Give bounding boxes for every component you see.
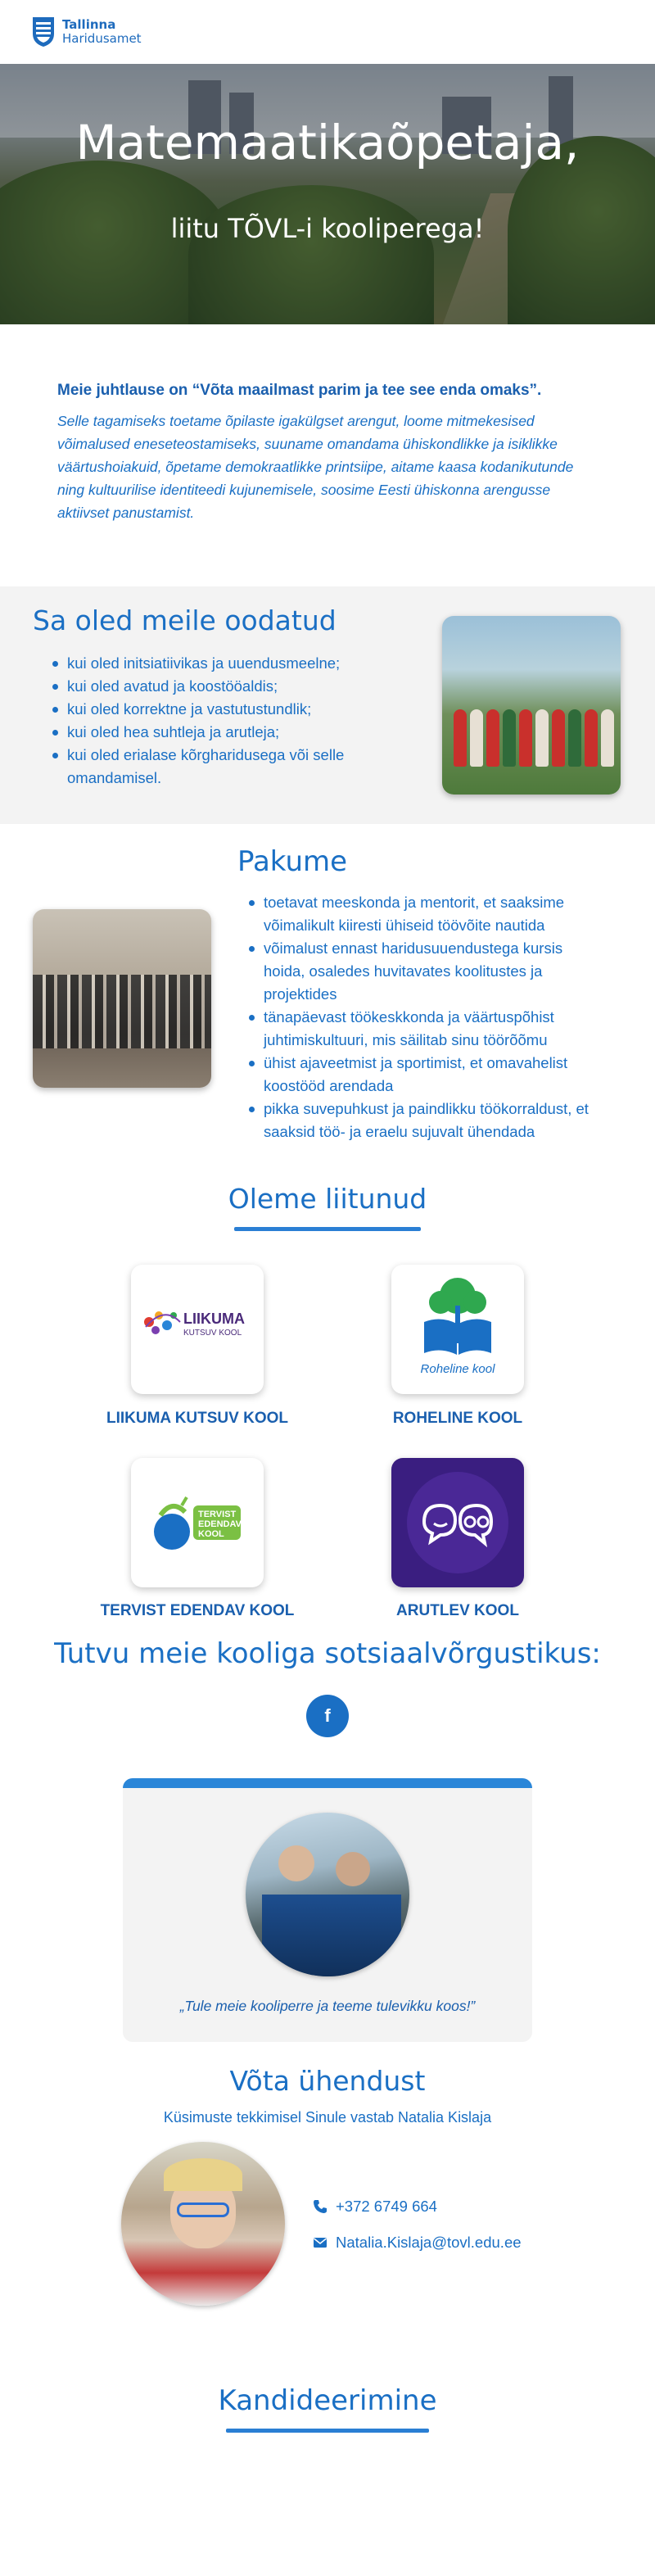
site-header [0, 0, 655, 64]
list-item: ühist ajaveetmist ja sportimist, et omavahelist koostööd arendada [247, 1052, 599, 1098]
liikuma-logo-icon [131, 1265, 264, 1394]
liikuma-label[interactable]: LIIKUMA KUTSUV KOOL [106, 1410, 288, 1427]
contact-phone[interactable] [313, 2198, 437, 2216]
quote-photo [246, 1813, 409, 1976]
logo-text [62, 18, 142, 46]
list-item: kui oled korrektne ja vastutustundlik; [51, 698, 411, 721]
tervist-logo-icon [131, 1458, 264, 1587]
quote-text: „Tule meie kooliperre ja teeme tulevikku koos!” [179, 1998, 476, 2014]
list-item: tänapäevast töökeskkonda ja väärtuspõhist juhtimiskultuuri, mis säilitab sinu töörõõmu [247, 1006, 599, 1052]
photo-figure [552, 709, 565, 767]
photo-face [278, 1845, 314, 1881]
hero-subtitle: liitu TÕVL-i kooliperega! [170, 213, 485, 244]
team-photo [33, 909, 211, 1088]
list-item: kui oled erialase kõrgharidusega või selle omandamisel. [51, 744, 411, 790]
photo-figure [535, 709, 549, 767]
photo-glasses [177, 2203, 229, 2217]
social-title: Tutvu meie kooliga sotsiaalvõrgustikus: [54, 1637, 601, 1670]
offer-title: Pakume [237, 845, 348, 878]
contact-person-photo [121, 2142, 285, 2306]
list-item: kui oled hea suhtleja ja arutleja; [51, 721, 411, 744]
contact-section [0, 2065, 655, 2384]
roheline-label[interactable]: ROHELINE KOOL [392, 1410, 523, 1427]
email-icon [313, 2235, 328, 2250]
photo-figure [503, 709, 516, 767]
photo-figure [601, 709, 614, 767]
apply-title: Kandideerimine [218, 2384, 437, 2417]
quote-section [0, 1778, 655, 2065]
joined-section [0, 1176, 655, 1631]
motto-text: Selle tagamiseks toetame õpilaste igakülgset arengut, loome mitmekesised võimalused eneseteostamiseks, suuname omandama ühiskondlikke ja isiklikke väärtushoiakuid, õpetame demokraatlikke printsiipe, aitame kaasa kodanikutunde ning kultuurilise identiteedi kujunemisele, soosime Eesti ühiskonna arengusse aktiivset panustamist. [57, 413, 574, 521]
motto-title: Meie juhtlause on “Võta maailmast parim ja tee see enda omaks”. [57, 382, 542, 399]
phone-icon [313, 2199, 328, 2214]
logo[interactable] [31, 16, 142, 48]
photo-figure [585, 709, 598, 767]
photo-figures [33, 975, 211, 1048]
title-underline [226, 2429, 429, 2433]
welcome-title: Sa oled meile oodatud [33, 604, 337, 636]
list-item: kui oled avatud ja koostööaldis; [51, 675, 411, 698]
photo-figure [470, 709, 483, 767]
arutlev-logo-icon [391, 1458, 524, 1587]
offer-section [0, 824, 655, 1176]
email-address[interactable]: Natalia.Kislaja@tovl.edu.ee [336, 2234, 522, 2251]
facebook-icon[interactable]: f [306, 1695, 349, 1737]
joined-title: Oleme liitunud [228, 1183, 427, 1215]
tervist-logo-text-2: EDENDAV [198, 1519, 242, 1529]
liikuma-badge[interactable] [131, 1265, 264, 1394]
list-item: võimalust ennast haridusuuendustega kursis hoida, osaledes huvitavates koolitustes ja projektides [247, 937, 599, 1006]
list-item: toetavat meeskonda ja mentorit, et saaksime võimalikult kiiresti ühiseid töövõite nautida [247, 891, 599, 937]
logo-line-2: Haridusamet [62, 31, 142, 46]
tervist-badge[interactable] [131, 1458, 264, 1587]
quote-card [123, 1778, 532, 2042]
dancers-photo [442, 616, 621, 795]
photo-figure [519, 709, 532, 767]
photo-figure [454, 709, 467, 767]
photo-hair [164, 2158, 242, 2191]
hero-title: Matemaatikaõpetaja, [75, 115, 580, 170]
hero-overlay [0, 64, 655, 324]
roheline-badge[interactable] [391, 1265, 524, 1394]
photo-body [262, 1895, 401, 1976]
liikuma-logo-text-2: KUTSUV KOOL [183, 1329, 242, 1338]
arutlev-badge[interactable] [391, 1458, 524, 1587]
contact-subtitle: Küsimuste tekkimisel Sinule vastab Natalia Kislaja [163, 2109, 492, 2126]
social-section [0, 1631, 655, 1778]
logo-line-1: Tallinna [62, 17, 116, 32]
apply-section [0, 2384, 655, 2491]
roheline-logo-text: Roheline kool [420, 1362, 495, 1376]
tervist-logo-text-3: KOOL [198, 1529, 224, 1539]
tervist-logo-text-1: TERVIST [198, 1510, 237, 1519]
photo-figure [486, 709, 499, 767]
title-underline [234, 1227, 421, 1231]
contact-email[interactable] [313, 2234, 522, 2252]
welcome-list [51, 652, 411, 790]
contact-title: Võta ühendust [229, 2065, 426, 2097]
logo-shield-icon [31, 16, 56, 48]
motto-section [0, 324, 655, 586]
hero-banner [0, 64, 655, 324]
photo-figure [568, 709, 581, 767]
list-item: pikka suvepuhkust ja paindlikku töökorraldust, et saaksid töö- ja eraelu sujuvalt ühendada [247, 1098, 599, 1143]
phone-number[interactable]: +372 6749 664 [336, 2198, 437, 2215]
offer-list [247, 891, 599, 1143]
welcome-section [0, 586, 655, 824]
photo-face [336, 1852, 370, 1886]
tervist-label[interactable]: TERVIST EDENDAV KOOL [100, 1602, 295, 1619]
list-item: kui oled initsiatiivikas ja uuendusmeelne; [51, 652, 411, 675]
liikuma-logo-text-1: LIIKUMA [183, 1311, 245, 1327]
arutlev-label[interactable]: ARUTLEV KOOL [396, 1602, 519, 1619]
roheline-logo-icon [391, 1265, 524, 1394]
